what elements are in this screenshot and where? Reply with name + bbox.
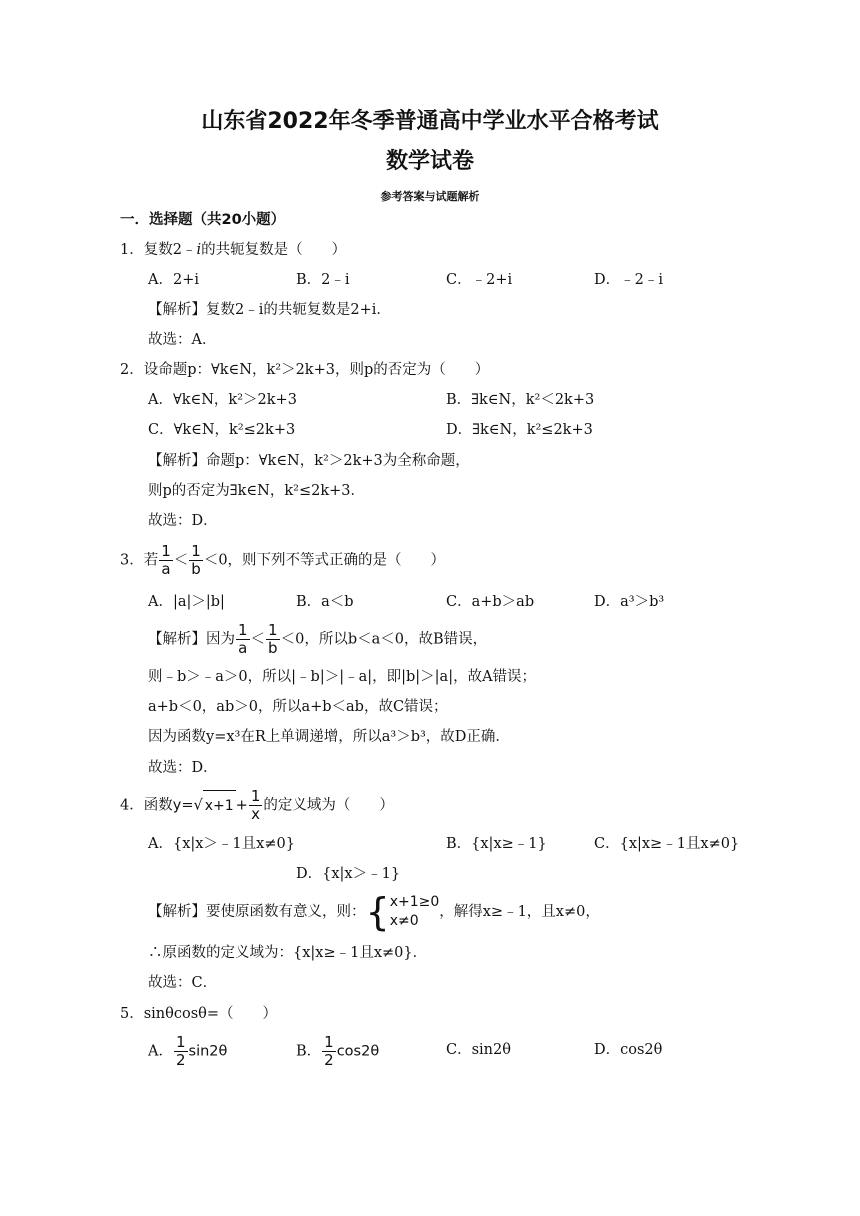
- answer-caption: 参考答案与试题解析: [380, 190, 480, 203]
- question-1-option-b: B．2﹣i: [296, 272, 350, 288]
- question-5-option-a: A． $\frac{1}{2}$ sin2θ: [148, 1033, 228, 1069]
- question-3-analysis-line-4: 因为函数y=x³在R上单调递增，所以a³＞b³，故D正确．: [148, 729, 510, 745]
- question-4-option-d: D．{x|x＞﹣1}: [296, 866, 401, 882]
- question-5-option-d: D．cos2θ: [594, 1042, 663, 1058]
- question-4-option-c: C．{x|x≥﹣1且x≠0}: [594, 836, 740, 852]
- question-2-option-a: A．∀k∈N，k²＞2k+3: [148, 392, 297, 408]
- inequality-system: { x+1≥0 x≠0: [365, 890, 440, 934]
- question-4-option-b: B．{x|x≥﹣1}: [446, 836, 547, 852]
- question-3-option-b: B．a＜b: [296, 594, 354, 610]
- question-2-analysis-line-1: 【解析】命题p：∀k∈N，k²＞2k+3为全称命题，: [148, 453, 470, 469]
- section-heading: 一．选择题（共20小题）: [120, 212, 286, 228]
- question-2-stem: 2．设命题p：∀k∈N，k²＞2k+3，则p的否定为（ ）: [120, 362, 490, 378]
- sqrt-expression: x+1: [203, 790, 236, 821]
- question-2-option-b: B．∃k∈N，k²＜2k+3: [446, 392, 595, 408]
- question-5-option-b: B． $\frac{1}{2}$ cos2θ: [296, 1033, 380, 1069]
- fraction-one-over-b: $\frac{1}{b}$: [191, 542, 201, 578]
- question-3-answer: 故选：D．: [148, 760, 218, 776]
- question-5-option-c: C．sin2θ: [446, 1042, 511, 1058]
- exam-subject: 数学试卷: [385, 149, 474, 174]
- question-2-option-c: C．∀k∈N，k²≤2k+3: [148, 422, 296, 438]
- question-1-analysis: 【解析】复数2﹣i的共轭复数是2+i．: [148, 302, 391, 318]
- question-4-option-a: A．{x|x＞﹣1且x≠0}: [148, 836, 295, 852]
- question-4-analysis-line-2: ∴原函数的定义域为：{x|x≥﹣1且x≠0}．: [148, 945, 428, 961]
- question-1-option-d: D．﹣2﹣i: [594, 272, 663, 288]
- question-3-analysis-line-1: 【解析】因为 $\frac{1}{a}$ ＜ $\frac{1}{b}$ ＜0，所以b＜a＜0，故B错误，: [148, 621, 488, 657]
- question-5-stem: 5．sinθcosθ=（ ）: [120, 1006, 278, 1022]
- question-3-analysis-line-2: 则﹣b＞﹣a＞0，所以|﹣b|＞|﹣a|，即|b|＞|a|，故A错误；: [148, 669, 537, 685]
- question-4-answer: 故选：C．: [148, 975, 218, 991]
- question-3-option-d: D．a³＞b³: [594, 594, 665, 610]
- question-1-option-c: C．﹣2+i: [446, 272, 513, 288]
- question-2-option-d: D．∃k∈N，k²≤2k+3: [446, 422, 593, 438]
- question-2-analysis-line-2: 则p的否定为∃k∈N，k²≤2k+3．: [148, 483, 365, 499]
- question-4-stem: 4．函数y=√ x+1 + $\frac{1}{x}$ 的定义域为（ ）: [120, 787, 394, 823]
- question-4-analysis-line-1: 【解析】要使原函数有意义，则： { x+1≥0 x≠0 ，解得x≥﹣1，且x≠0，: [148, 890, 600, 934]
- question-1-stem: 1．复数2﹣i的共轭复数是（ ）: [120, 242, 347, 258]
- fraction-one-over-x: $\frac{1}{x}$: [250, 787, 261, 823]
- question-2-answer: 故选：D．: [148, 513, 218, 529]
- question-3-stem: 3．若 $\frac{1}{a}$ ＜ $\frac{1}{b}$ ＜0，则下列不等式正确的是（ ）: [120, 542, 446, 578]
- question-1-option-a: A．2+i: [148, 272, 199, 288]
- question-3-option-c: C．a+b＞ab: [446, 594, 535, 610]
- exam-title: 山东省2022年冬季普通高中学业水平合格考试: [201, 109, 659, 134]
- question-3-analysis-line-3: a+b＜0，ab＞0，所以a+b＜ab，故C错误；: [148, 699, 448, 715]
- question-3-option-a: A．|a|＞|b|: [148, 594, 225, 610]
- question-1-answer: 故选：A．: [148, 332, 217, 348]
- fraction-one-over-a: $\frac{1}{a}$: [161, 542, 171, 578]
